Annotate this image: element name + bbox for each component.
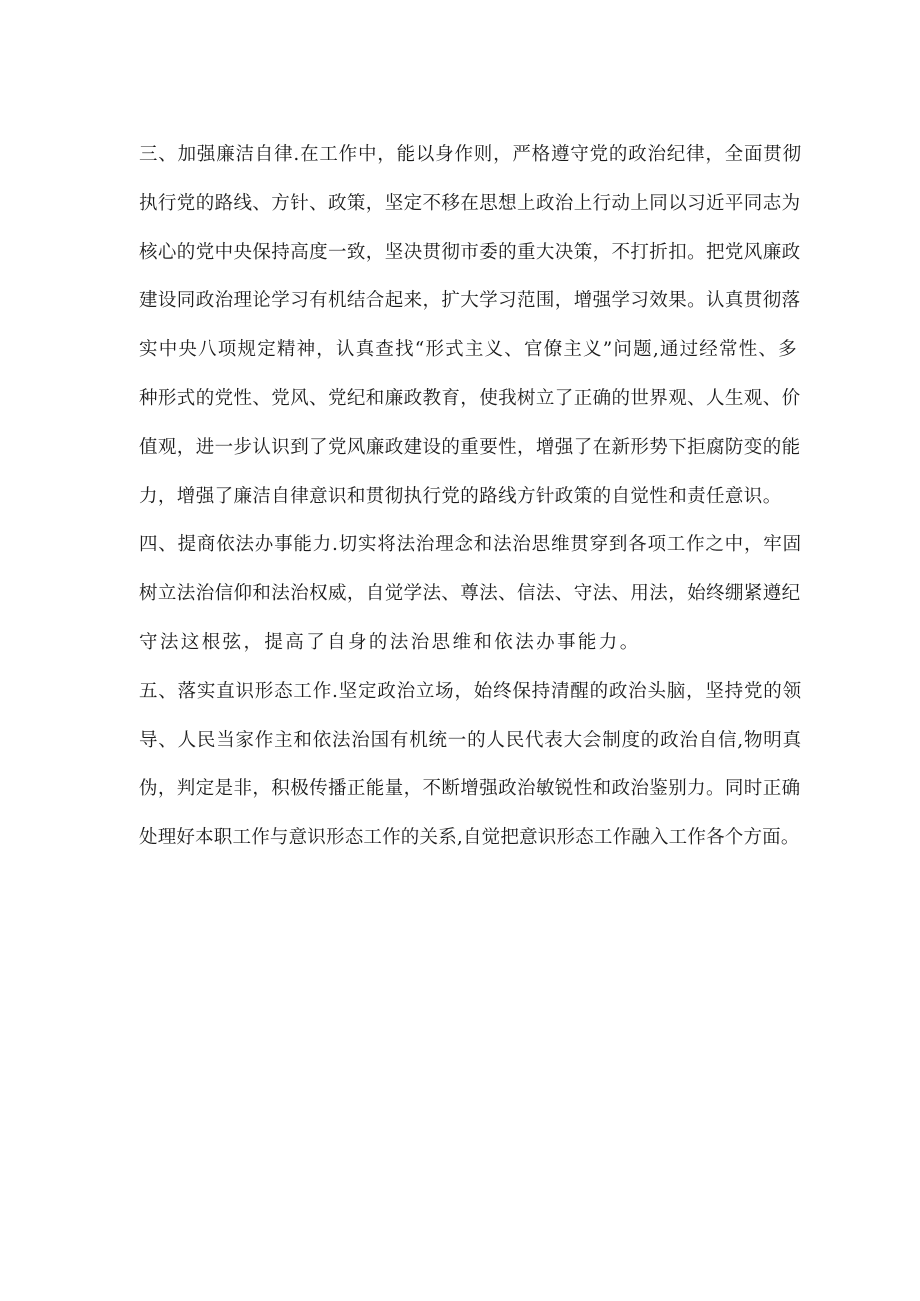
document-body bbox=[139, 131, 804, 863]
text-line: 值观，进一步认识到了党风廉政建设的重要性，增强了在新形势下拒腐防变的能 bbox=[139, 436, 801, 458]
text-line: 力，增强了廉洁自律意识和贯彻执行党的路线方针政策的自觉性和责任意识。 bbox=[139, 485, 782, 507]
text-line: 实中央八项规定精神，认真查找“形式主义、官僚主义”问题,通过经常性、多 bbox=[139, 339, 798, 361]
text-line: 建设同政治理论学习有机结合起来，扩大学习范围，增强学习效果。认真贯彻落 bbox=[139, 290, 801, 312]
text-line: 伪，判定是非，积极传播正能量，不断增强政治敏锐性和政治鉴别力。同时正确 bbox=[139, 778, 801, 800]
text-line: 核心的党中央保持高度一致，坚决贯彻市委的重大决策，不打折扣。把党风廉政 bbox=[139, 241, 801, 263]
paragraph-discipline bbox=[139, 131, 804, 521]
text-line: 四、提商依法办事能力.切实将法治理念和法治思维贯穿到各项工作之中，牢固 bbox=[139, 534, 802, 556]
text-line: 执行党的路线、方针、政策，坚定不移在思想上政治上行动上同以习近平同志为 bbox=[139, 192, 801, 214]
text-line: 守法这根弦，提高了自身的法治思维和依法办事能力。 bbox=[139, 631, 641, 653]
text-line: 树立法治信仰和法治权威，自觉学法、尊法、信法、守法、用法，始终绷紧遵纪 bbox=[139, 583, 801, 605]
paragraph-ideology bbox=[139, 668, 804, 863]
text-line: 处理好本职工作与意识形态工作的关系,自觉把意识形态工作融入工作各个方面。 bbox=[139, 827, 800, 849]
text-line: 五、落实直识形态工作.坚定政治立场，始终保持清醒的政治头脑，坚持党的领 bbox=[139, 680, 802, 702]
text-line: 种形式的党性、党风、党纪和廉政教育，使我树立了正确的世界观、人生观、价 bbox=[139, 387, 801, 409]
text-line: 导、人民当家作主和依法治国有机统一的人民代表大会制度的政治自信,物明真 bbox=[139, 729, 802, 751]
text-line: 三、加强廉洁自律.在工作中，能以身作则，严格遵守党的政治纪律，全面贯彻 bbox=[139, 144, 802, 165]
paragraph-rule-of-law bbox=[139, 521, 804, 667]
